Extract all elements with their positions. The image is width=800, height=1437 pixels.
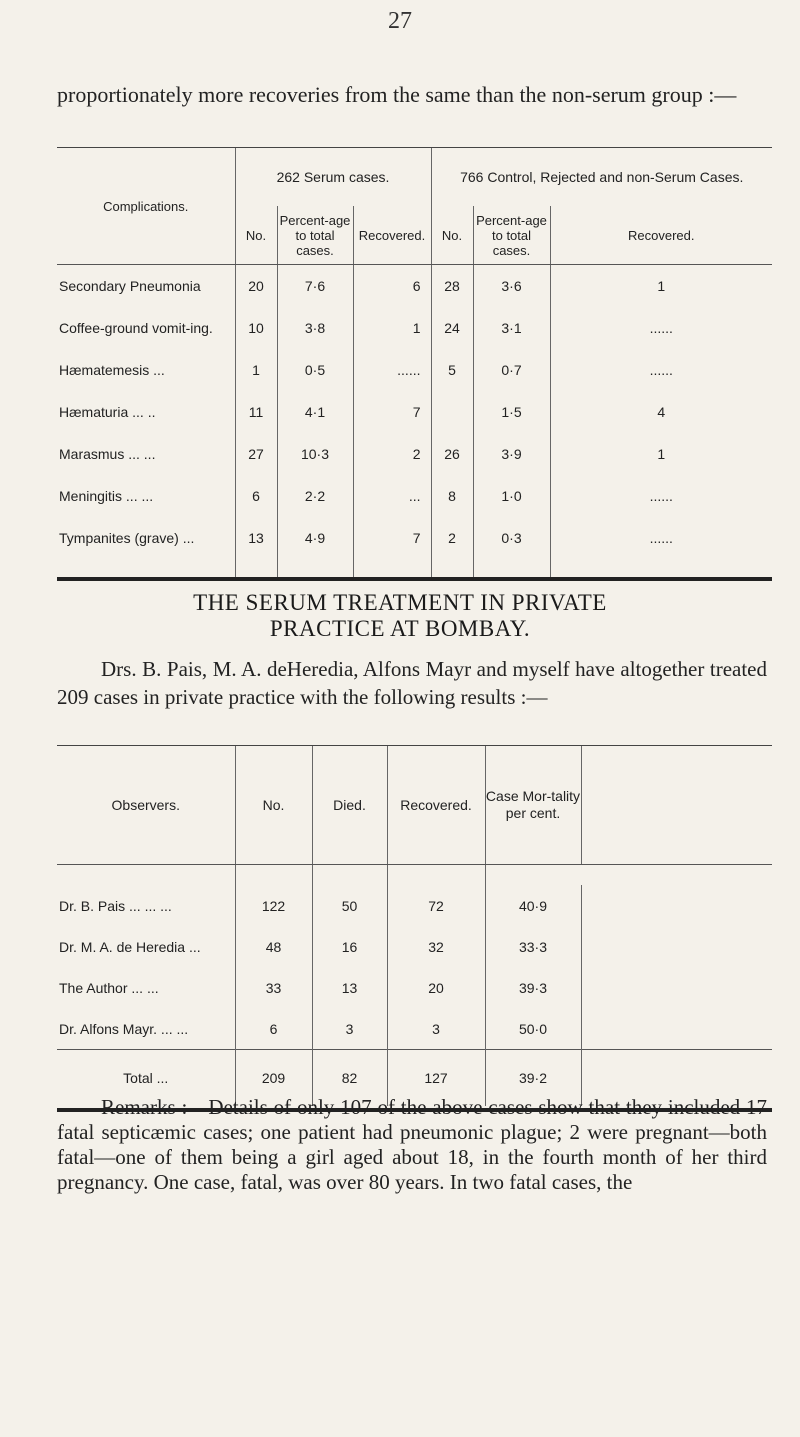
table-row xyxy=(57,307,772,349)
column-header: Recovered. xyxy=(550,206,772,264)
cell: 1·0 xyxy=(473,475,550,517)
cell: 20 xyxy=(235,265,277,308)
cell: 24 xyxy=(431,307,473,349)
cell: 2 xyxy=(431,517,473,559)
section-title xyxy=(0,590,800,642)
row-label: Dr. Alfons Mayr. ... ... xyxy=(59,1020,189,1037)
control-group-header: 766 Control, Rejected and non-Serum Cases. xyxy=(431,148,772,206)
row-label: Hæmatemesis ... xyxy=(59,362,165,378)
cell: 0·5 xyxy=(277,349,353,391)
cell: 127 xyxy=(387,1050,485,1106)
cell: 1 xyxy=(550,265,772,308)
cell: 11 xyxy=(235,391,277,433)
cell: 13 xyxy=(235,517,277,559)
section-title-line: THE SERUM TREATMENT IN PRIVATE xyxy=(193,590,607,615)
table-row xyxy=(57,265,772,308)
cell: ...... xyxy=(550,307,772,349)
row-label: Secondary Pneumonia xyxy=(59,278,201,294)
cell: ...... xyxy=(550,475,772,517)
observers-table xyxy=(57,745,772,1112)
column-header: No. xyxy=(235,206,277,264)
row-label: Meningitis ... ... xyxy=(59,488,154,504)
cell: 72 xyxy=(387,885,485,926)
remarks-paragraph: Remarks :—Details of only 107 of the above cases show that they included 17 fatal septicæmic cases; one patient had pneumonic plague; 2 were pregnant—both fatal—one of them being a girl aged about 18, in the fourth month of her third pregnancy. One case, fatal, was over 80 years. In two fatal cases, the xyxy=(57,1095,767,1194)
table-row xyxy=(57,391,772,433)
total-label: Total ... xyxy=(123,1070,169,1086)
cell: 7 xyxy=(353,517,431,559)
table-row xyxy=(57,475,772,517)
intro-text: proportionately more recoveries from the same than the non-serum group :— xyxy=(57,82,737,107)
cell: 2 xyxy=(353,433,431,475)
cell: ... xyxy=(353,475,431,517)
cell: 5 xyxy=(431,349,473,391)
cell: 48 xyxy=(235,926,312,967)
cell: 16 xyxy=(312,926,387,967)
cell: 3·8 xyxy=(277,307,353,349)
cell: 3·1 xyxy=(473,307,550,349)
cell: 10·3 xyxy=(277,433,353,475)
column-header: Percent-age to total cases. xyxy=(277,206,353,264)
table-row xyxy=(57,885,772,926)
cell: 3 xyxy=(312,1008,387,1050)
cell: 6 xyxy=(235,1008,312,1050)
cell: ...... xyxy=(550,517,772,559)
row-label: Hæmaturia ... .. xyxy=(59,404,156,420)
page-number: 27 xyxy=(388,8,412,34)
column-header: Case Mor-tality per cent. xyxy=(485,746,581,864)
row-label: The Author ... ... xyxy=(59,979,159,996)
cell: 6 xyxy=(235,475,277,517)
cell: 28 xyxy=(431,265,473,308)
table-row xyxy=(57,517,772,559)
cell: 4 xyxy=(550,391,772,433)
cell: 1 xyxy=(353,307,431,349)
cell: 1 xyxy=(235,349,277,391)
row-label: Dr. M. A. de Heredia ... xyxy=(59,938,201,955)
body-paragraph: Drs. B. Pais, M. A. deHeredia, Alfons Mayr and myself have altogether treated 209 cases in private practice with the following results :— xyxy=(57,657,767,709)
cell: 6 xyxy=(353,265,431,308)
cell: 4·1 xyxy=(277,391,353,433)
stub-header: Complications. xyxy=(103,198,189,214)
column-header: Percent-age to total cases. xyxy=(473,206,550,264)
row-label: Coffee-ground vomit-ing. xyxy=(59,320,213,336)
cell: 8 xyxy=(431,475,473,517)
column-header: Died. xyxy=(312,746,387,864)
cell: 2·2 xyxy=(277,475,353,517)
table-row xyxy=(57,967,772,1008)
cell: 7·6 xyxy=(277,265,353,308)
cell: 82 xyxy=(312,1050,387,1106)
cell: 1 xyxy=(550,433,772,475)
cell: 10 xyxy=(235,307,277,349)
cell: 33·3 xyxy=(485,926,581,967)
cell: 26 xyxy=(431,433,473,475)
cell: 7 xyxy=(353,391,431,433)
complications-table xyxy=(57,147,772,581)
table-row xyxy=(57,1008,772,1050)
cell: ...... xyxy=(353,349,431,391)
cell: 39·3 xyxy=(485,967,581,1008)
column-header: Recovered. xyxy=(387,746,485,864)
cell: 50·0 xyxy=(485,1008,581,1050)
cell: 3·6 xyxy=(473,265,550,308)
cell: ...... xyxy=(550,349,772,391)
column-header: No. xyxy=(431,206,473,264)
cell: 13 xyxy=(312,967,387,1008)
cell: 39·2 xyxy=(485,1050,581,1106)
cell: 1·5 xyxy=(473,391,550,433)
serum-group-header: 262 Serum cases. xyxy=(235,148,431,206)
cell: 27 xyxy=(235,433,277,475)
cell: 0·3 xyxy=(473,517,550,559)
cell: 32 xyxy=(387,926,485,967)
table-row xyxy=(57,349,772,391)
cell: 209 xyxy=(235,1050,312,1106)
row-label: Marasmus ... ... xyxy=(59,446,156,462)
row-label: Tympanites (grave) ... xyxy=(59,530,195,546)
cell: 33 xyxy=(235,967,312,1008)
column-header: Observers. xyxy=(111,796,180,813)
cell: 0·7 xyxy=(473,349,550,391)
cell: 40·9 xyxy=(485,885,581,926)
cell: 3 xyxy=(387,1008,485,1050)
table-row xyxy=(57,433,772,475)
cell xyxy=(431,391,473,433)
cell: 4·9 xyxy=(277,517,353,559)
cell: 3·9 xyxy=(473,433,550,475)
column-header: Recovered. xyxy=(353,206,431,264)
cell: 122 xyxy=(235,885,312,926)
table-row xyxy=(57,926,772,967)
cell: 50 xyxy=(312,885,387,926)
column-header: No. xyxy=(235,746,312,864)
row-label: Dr. B. Pais ... ... ... xyxy=(59,897,172,914)
section-title-line: PRACTICE AT BOMBAY. xyxy=(269,616,531,641)
cell: 20 xyxy=(387,967,485,1008)
